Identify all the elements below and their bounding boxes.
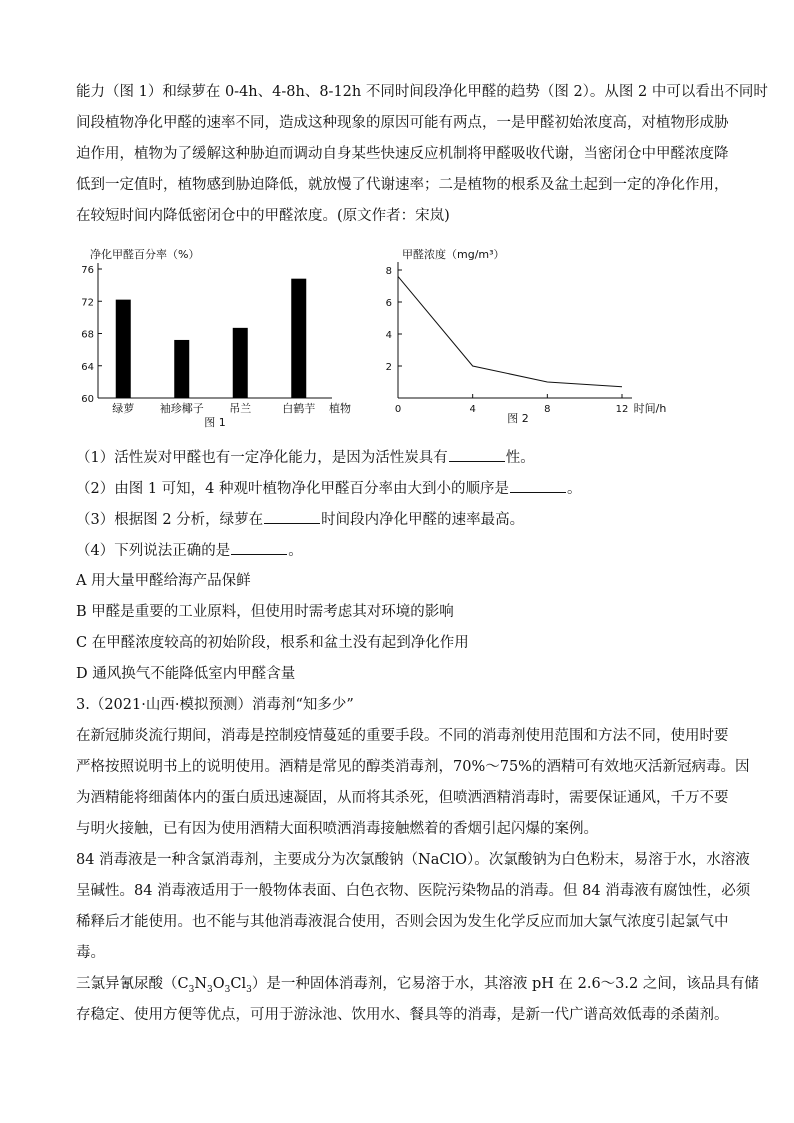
q2-answer-blank[interactable] (510, 478, 566, 493)
q4-answer-blank[interactable] (231, 540, 287, 555)
chart1-y-tick-label: 76 (81, 265, 94, 276)
q2-text: （2）由图 1 可知，4 种观叶植物净化甲醛百分率由大到小的顺序是 (76, 481, 510, 497)
chart2-series-line (398, 276, 622, 386)
chart2-y-tick-label: 8 (385, 266, 392, 277)
intro-line-1: 能力（图 1）和绿萝在 0-4h、4-8h、8-12h 不同时间段净化甲醛的趋势（图 2）。从图 2 中可以看出不同时 (76, 84, 768, 100)
s3-p1-line-3: 为酒精能将细菌体内的蛋白质迅速凝固，从而将其杀死，但喷洒酒精消毒时，需要保证通风，千万不要 (76, 790, 729, 806)
s3-p3-line-1 (76, 974, 759, 994)
s3-p3-line-2: 存稳定、使用方便等优点，可用于游泳池、饮用水、餐具等的消毒，是新一代广谱高效低毒的杀菌剂。 (76, 1007, 729, 1023)
question-4 (76, 540, 303, 561)
chart1-x-tick-label: 吊兰 (229, 402, 252, 415)
q4-text: （4）下列说法正确的是 (76, 543, 231, 559)
formula-part: N (194, 976, 208, 992)
s3-p1-line-2: 严格按照说明书上的说明使用。酒精是常见的醇类消毒剂，70%～75%的酒精可有效地灭活新冠病毒。因 (76, 759, 750, 775)
chart2-x-tick-label: 12 (615, 404, 629, 415)
chart2-y-tick-label: 4 (385, 330, 392, 341)
chart1-bar (291, 279, 306, 398)
chart2-x-tick-label: 0 (394, 404, 402, 415)
section-3-heading: 3.（2021·山西·模拟预测）消毒剂“知多少” (76, 697, 354, 713)
option-d[interactable]: D 通风换气不能降低室内甲醛含量 (76, 666, 296, 682)
chart2-y-tick-label: 2 (385, 362, 392, 373)
formula-part: O (212, 976, 225, 992)
formula-sub: 3 (207, 984, 213, 995)
chart1-bar (116, 300, 131, 398)
chart1-x-tick-label: 白鹤芋 (282, 402, 316, 415)
chart2-y-axis-label: 甲醛浓度（mg/m³） (402, 248, 505, 261)
q3-answer-blank[interactable] (264, 509, 320, 524)
q1-text-end: 性。 (505, 450, 535, 466)
chart2-title: 图 2 (507, 412, 529, 425)
question-3 (76, 509, 524, 530)
q1-text: （1）活性炭对甲醛也有一定净化能力，是因为活性炭具有 (76, 450, 448, 466)
chart1-y-tick-label: 64 (81, 361, 94, 373)
formula-part: 三氯异氰尿酸（C (76, 976, 189, 992)
chart1-title: 图 1 (204, 416, 226, 429)
option-a[interactable]: A 用大量甲醛给海产品保鲜 (76, 573, 251, 589)
chart1-y-tick-label: 68 (81, 329, 94, 341)
intro-line-2: 间段植物净化甲醛的速率不同，造成这种现象的原因可能有两点，一是甲醛初始浓度高，对植物形成胁 (76, 115, 729, 131)
question-2 (76, 478, 582, 499)
chart1-y-tick-label: 60 (81, 394, 94, 405)
chart1-bar (174, 340, 189, 398)
formula-sub: 3 (224, 984, 231, 995)
s3-p1-line-4: 与明火接触，已有因为使用酒精大面积喷洒消毒接触燃着的香烟引起闪爆的案例。 (76, 821, 598, 837)
q1-answer-blank[interactable] (449, 447, 505, 462)
q3-text-end: 时间段内净化甲醛的速率最高。 (321, 512, 525, 528)
s3-p1-line-1: 在新冠肺炎流行期间，消毒是控制疫情蔓延的重要手段。不同的消毒剂使用范围和方法不同，使用时要 (76, 728, 729, 744)
chart1-bar (233, 328, 248, 398)
s3-p2-line-3: 稀释后才能使用。也不能与其他消毒液混合使用，否则会因为发生化学反应而加大氯气浓度引起氯气中 (76, 914, 729, 930)
chart1-x-tick-label: 绿萝 (112, 402, 135, 415)
chart2-y-tick-label: 6 (385, 298, 392, 309)
chart1-x-axis-label: 植物 (329, 402, 351, 415)
option-b[interactable]: B 甲醛是重要的工业原料，但使用时需考虑其对环境的影响 (76, 604, 454, 620)
q4-text-end: 。 (288, 543, 303, 559)
chart2-x-tick-label: 8 (544, 404, 551, 415)
formula-sub: 3 (246, 984, 252, 995)
chart2-x-axis-label: 时间/h (633, 402, 667, 415)
chart1-x-tick-label: 袖珍椰子 (159, 402, 204, 415)
s3-p2-line-2: 呈碱性。84 消毒液适用于一般物体表面、白色衣物、医院污染物品的消毒。但 84 消毒液有腐蚀性，必须 (76, 883, 751, 899)
question-1 (76, 447, 535, 468)
intro-line-3: 迫作用，植物为了缓解这种胁迫而调动自身某些快速反应机制将甲醛吸收代谢，当密闭仓中甲醛浓度降 (76, 146, 729, 162)
s3-p2-line-4: 毒。 (76, 945, 105, 961)
charts-area (76, 238, 716, 438)
chart1-y-tick-label: 72 (81, 297, 94, 309)
q3-text: （3）根据图 2 分析，绿萝在 (76, 512, 264, 528)
line-chart-figure-2 (386, 247, 667, 425)
formula-part: Cl (230, 976, 247, 992)
q2-text-end: 。 (567, 481, 582, 497)
s3-p2-line-1: 84 消毒液是一种含氯消毒剂，主要成分为次氯酸钠（NaClO）。次氯酸钠为白色粉末，易溶于水，水溶液 (76, 852, 750, 868)
intro-line-4: 低到一定值时，植物感到胁迫降低，就放慢了代谢速率；二是植物的根系及盆土起到一定的净化作用， (76, 177, 729, 193)
intro-line-5: 在较短时间内降低密闭仓中的甲醛浓度。(原文作者：宋岚) (76, 208, 450, 224)
chart1-y-axis-label: 净化甲醛百分率（%） (90, 248, 200, 261)
formula-sub: 3 (188, 984, 195, 995)
chart2-x-tick-label: 4 (469, 404, 476, 415)
s3-p3-text: ）是一种固体消毒剂，它易溶于水，其溶液 pH 在 2.6～3.2 之间，该品具有储 (251, 976, 759, 992)
bar-chart-figure-1 (81, 247, 351, 429)
option-c[interactable]: C 在甲醛浓度较高的初始阶段，根系和盆土没有起到净化作用 (76, 635, 469, 651)
